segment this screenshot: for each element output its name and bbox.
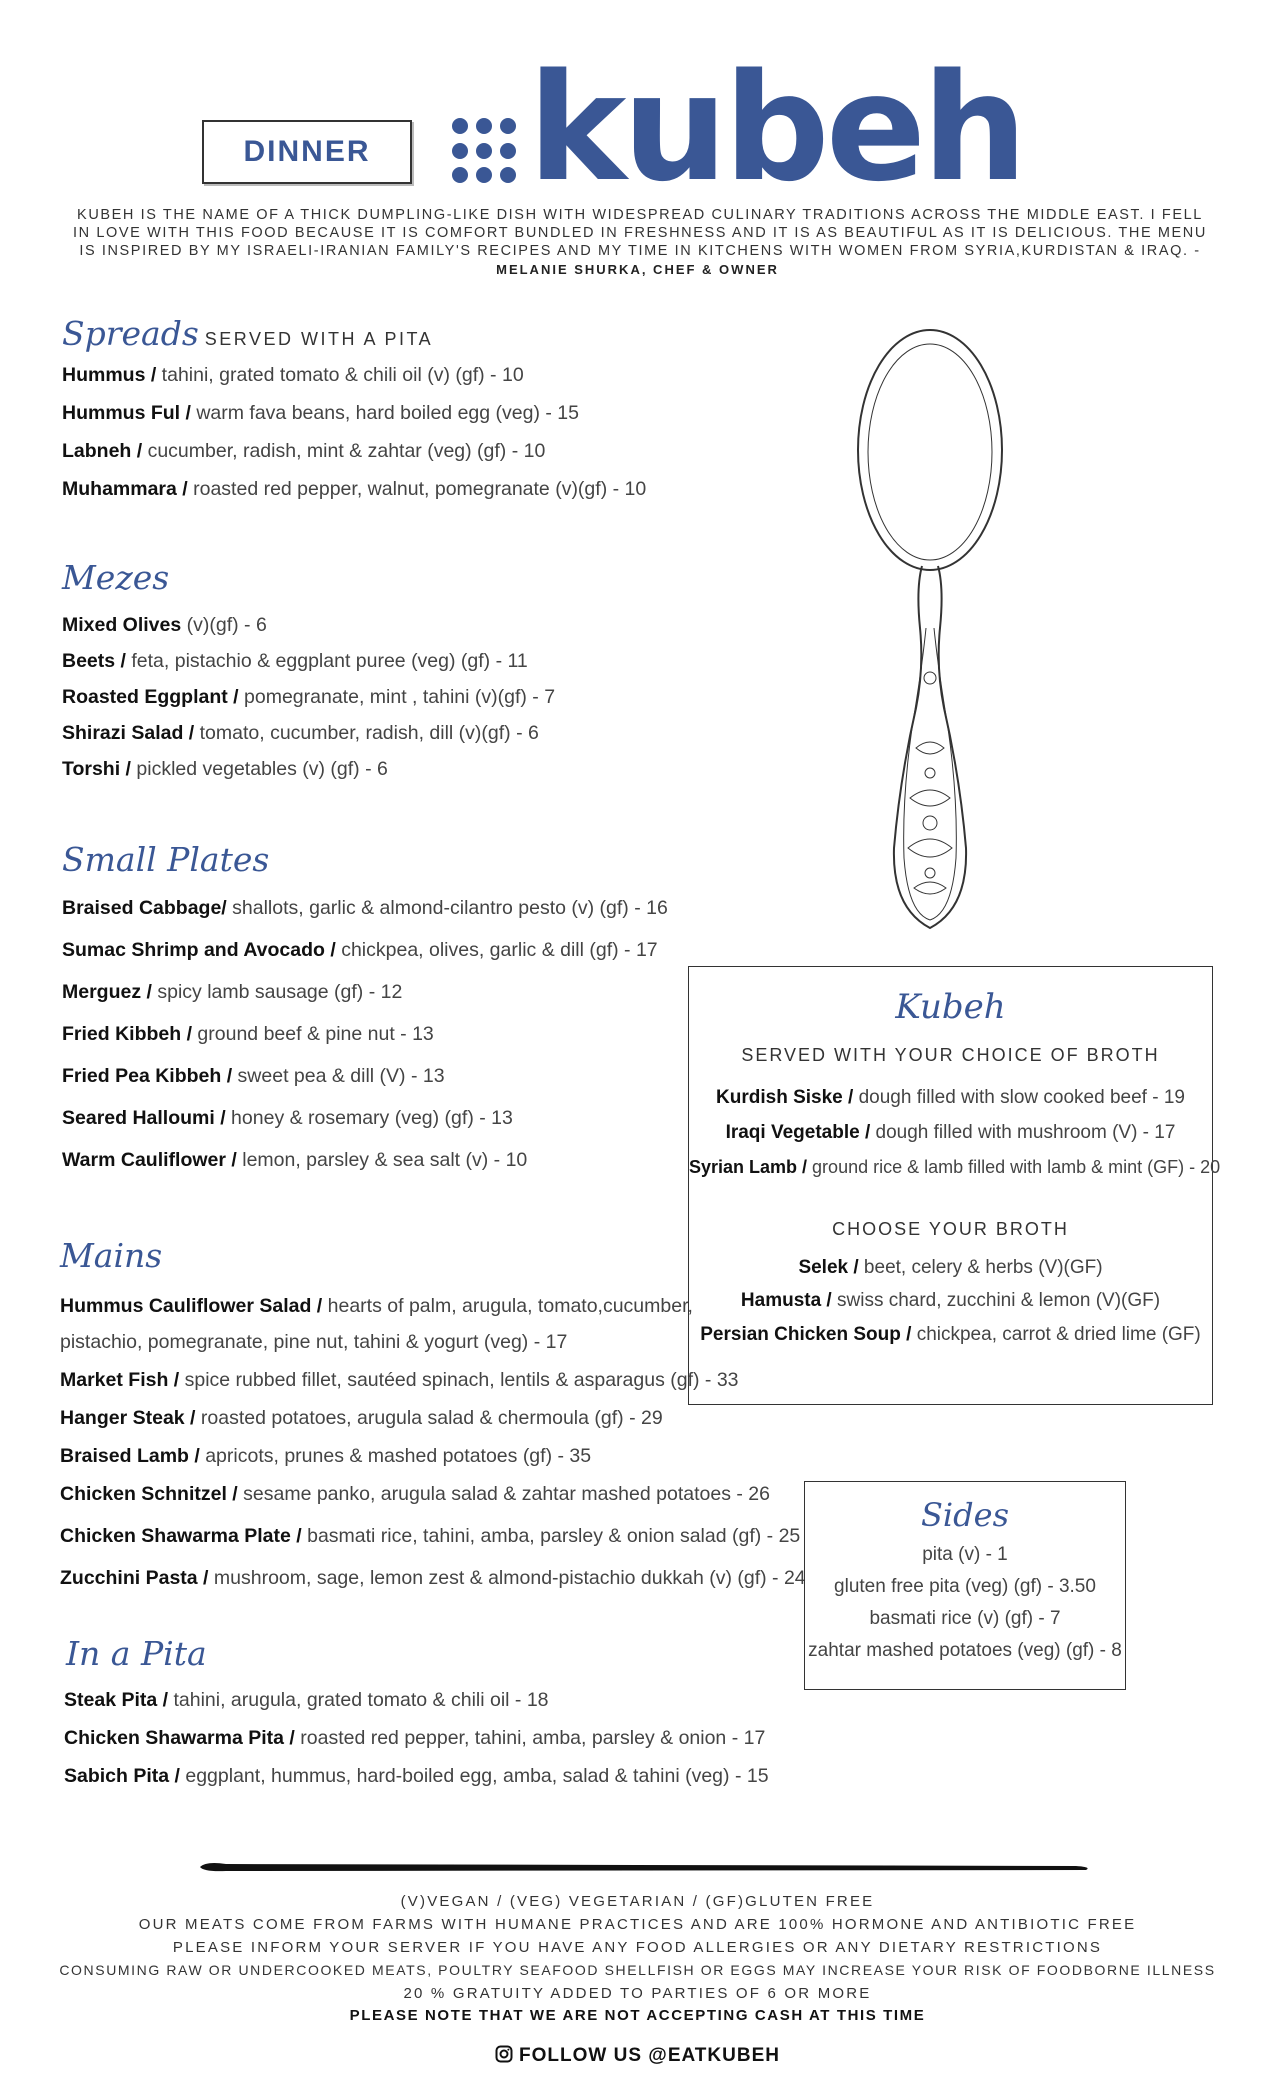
item-desc: pistachio, pomegranate, pine nut, tahini & yogurt (veg) - 17 — [60, 1331, 568, 1353]
item-desc: chickpea, carrot & dried lime (GF) — [911, 1324, 1201, 1345]
footer-line: CONSUMING RAW OR UNDERCOOKED MEATS, POULTRY SEAFOOD SHELLFISH OR EGGS MAY INCREASE YOUR RISK OF FOODBORNE ILLNESS — [59, 1962, 1216, 1978]
item-name: Hummus Ful / — [62, 402, 191, 424]
menu-item — [62, 1023, 668, 1065]
broth-item — [689, 1290, 1212, 1312]
in-a-pita-list — [64, 1689, 769, 1803]
item-desc: ground beef & pine nut - 13 — [192, 1023, 434, 1045]
section-subtitle: SERVED WITH A PITA — [204, 329, 434, 349]
kubeh-item — [689, 1122, 1212, 1144]
footer-line: OUR MEATS COME FROM FARMS WITH HUMANE PRACTICES AND ARE 100% HORMONE AND ANTIBIOTIC FREE — [138, 1916, 1137, 1933]
menu-item — [62, 758, 555, 794]
logo-wordmark: kubeh — [528, 42, 1024, 214]
item-name: Selek / — [798, 1257, 859, 1278]
item-desc: beet, celery & herbs (V)(GF) — [858, 1257, 1103, 1278]
item-desc: tahini, grated tomato & chili oil (v) (gf) - 10 — [156, 364, 524, 386]
menu-item — [60, 1445, 806, 1483]
section-title: Mains — [60, 1236, 163, 1275]
item-name: Braised Lamb / — [60, 1445, 200, 1467]
chef-signature: MELANIE SHURKA, CHEF & OWNER — [496, 262, 779, 277]
item-desc: roasted potatoes, arugula salad & chermoula (gf) - 29 — [195, 1407, 663, 1429]
logo-dots-icon — [452, 118, 520, 186]
spreads-list — [62, 364, 646, 516]
item-name: Fried Pea Kibbeh / — [62, 1065, 233, 1087]
footer-line: PLEASE INFORM YOUR SERVER IF YOU HAVE ANY FOOD ALLERGIES OR ANY DIETARY RESTRICTIONS — [172, 1939, 1103, 1956]
sides-box — [804, 1481, 1126, 1690]
small-plates-heading — [62, 840, 269, 879]
menu-item — [62, 650, 555, 686]
broth-item — [689, 1324, 1212, 1346]
item-name: Beets / — [62, 650, 126, 672]
side-item: zahtar mashed potatoes (veg) (gf) - 8 — [808, 1640, 1122, 1661]
item-desc: hearts of palm, arugula, tomato,cucumber, — [322, 1295, 693, 1317]
item-name: Braised Cabbage/ — [62, 897, 227, 919]
item-desc: mushroom, sage, lemon zest & almond-pistachio dukkah (v) (gf) - 24 — [208, 1567, 806, 1589]
menu-item — [62, 1149, 668, 1191]
menu-item — [62, 364, 646, 402]
menu-item — [60, 1567, 806, 1605]
item-name: Sumac Shrimp and Avocado / — [62, 939, 336, 961]
item-name: Hummus Cauliflower Salad / — [60, 1295, 323, 1317]
intro-text: KUBEH IS THE NAME OF A THICK DUMPLING-LIKE DISH WITH WIDESPREAD CULINARY TRADITIONS ACROSS THE MIDDLE EAST. I FELL IN LOVE WITH THIS FOOD BECAUSE IT IS COMFORT BUNDLED IN FRESHNESS AND IT IS AS BEAUTIFUL AS IT IS DELICIOUS. THE MENU IS INSPIRED BY MY ISRAELI-IRANIAN FAMILY'S RECIPES AND MY TIME IN KITCHENS WITH WOMEN FROM SYRIA,KURDISTAN & IRAQ. - — [73, 207, 1207, 259]
small-plates-list — [62, 897, 668, 1191]
item-desc: apricots, prunes & mashed potatoes (gf) - 35 — [199, 1445, 592, 1467]
mezes-heading — [62, 558, 169, 597]
item-name: Chicken Shawarma Plate / — [60, 1525, 302, 1547]
item-name: Merguez / — [62, 981, 152, 1003]
menu-item — [62, 1107, 668, 1149]
item-name: Mixed Olives — [62, 614, 182, 636]
item-name: Chicken Shawarma Pita / — [64, 1727, 295, 1749]
item-desc: dough filled with mushroom (V) - 17 — [870, 1122, 1176, 1143]
footer-line: 20 % GRATUITY ADDED TO PARTIES OF 6 OR MORE — [403, 1985, 872, 2002]
section-title: In a Pita — [66, 1634, 207, 1673]
dinner-label-box — [202, 120, 412, 184]
item-desc: roasted red pepper, tahini, amba, parsley & onion - 17 — [294, 1727, 766, 1749]
item-desc: dough filled with slow cooked beef - 19 — [853, 1087, 1185, 1108]
side-item: gluten free pita (veg) (gf) - 3.50 — [834, 1576, 1096, 1597]
menu-item — [64, 1689, 769, 1727]
item-desc: spicy lamb sausage (gf) - 12 — [151, 981, 403, 1003]
kubeh-box — [688, 966, 1221, 1405]
section-title: Spreads — [62, 314, 199, 353]
item-name: Hummus / — [62, 364, 157, 386]
item-desc: pomegranate, mint , tahini (v)(gf) - 7 — [238, 686, 556, 708]
item-desc: lemon, parsley & sea salt (v) - 10 — [236, 1149, 528, 1171]
item-desc: sweet pea & dill (V) - 13 — [232, 1065, 445, 1087]
item-desc: honey & rosemary (veg) (gf) - 13 — [225, 1107, 513, 1129]
kubeh-item — [689, 1087, 1212, 1109]
menu-item — [62, 939, 668, 981]
menu-item — [60, 1483, 806, 1525]
menu-item — [64, 1727, 769, 1765]
menu-item — [62, 722, 555, 758]
item-name: Roasted Eggplant / — [62, 686, 239, 708]
item-desc: spice rubbed fillet, sautéed spinach, lentils & asparagus (gf) - 33 — [179, 1369, 739, 1391]
social-handle-link[interactable]: FOLLOW US @EATKUBEH — [519, 2045, 780, 2066]
menu-item — [62, 686, 555, 722]
spoon-illustration-icon — [850, 328, 1010, 938]
in-a-pita-heading — [66, 1634, 207, 1673]
item-desc: (v)(gf) - 6 — [181, 614, 267, 636]
item-name: Syrian Lamb / — [689, 1157, 808, 1177]
item-name: Iraqi Vegetable / — [725, 1122, 871, 1143]
kubeh-item — [689, 1157, 1221, 1178]
side-item: pita (v) - 1 — [922, 1544, 1008, 1565]
item-desc: roasted red pepper, walnut, pomegranate (v)(gf) - 10 — [187, 478, 647, 500]
brush-stroke-divider — [196, 1860, 1096, 1874]
menu-item — [62, 1065, 668, 1107]
cash-note: PLEASE NOTE THAT WE ARE NOT ACCEPTING CASH AT THIS TIME — [349, 2007, 926, 2024]
broth-item — [689, 1257, 1212, 1279]
sides-title: Sides — [921, 1496, 1009, 1534]
dinner-label: DINNER — [243, 135, 371, 168]
item-desc: cucumber, radish, mint & zahtar (veg) (gf) - 10 — [142, 440, 546, 462]
menu-item — [62, 897, 668, 939]
mains-heading — [60, 1236, 162, 1275]
menu-item — [64, 1765, 769, 1803]
menu-item — [62, 614, 555, 650]
item-name: Seared Halloumi / — [62, 1107, 226, 1129]
item-name: Chicken Schnitzel / — [60, 1483, 238, 1505]
item-desc: shallots, garlic & almond-cilantro pesto (v) (gf) - 16 — [226, 897, 668, 919]
kubeh-title: Kubeh — [895, 987, 1006, 1027]
item-name: Hanger Steak / — [60, 1407, 196, 1429]
item-name: Zucchini Pasta / — [60, 1567, 209, 1589]
menu-item — [60, 1525, 806, 1567]
item-desc: basmati rice, tahini, amba, parsley & onion salad (gf) - 25 — [301, 1525, 801, 1547]
item-name: Hamusta / — [740, 1290, 832, 1311]
item-desc: pickled vegetables (v) (gf) - 6 — [130, 758, 388, 780]
item-name: Persian Chicken Soup / — [700, 1324, 912, 1345]
kubeh-subtitle: SERVED WITH YOUR CHOICE OF BROTH — [741, 1045, 1160, 1065]
social-row — [0, 2045, 1275, 2067]
item-name: Kurdish Siske / — [716, 1087, 854, 1108]
item-name: Warm Cauliflower / — [62, 1149, 237, 1171]
section-title: Small Plates — [62, 840, 270, 879]
item-desc: swiss chard, zucchini & lemon (V)(GF) — [831, 1290, 1161, 1311]
spreads-heading — [62, 314, 433, 353]
item-name: Torshi / — [62, 758, 131, 780]
menu-item — [62, 440, 646, 478]
broth-title: CHOOSE YOUR BROTH — [832, 1219, 1069, 1239]
item-name: Market Fish / — [60, 1369, 180, 1391]
item-name: Labneh / — [62, 440, 143, 462]
item-name: Muhammara / — [62, 478, 188, 500]
item-name: Steak Pita / — [64, 1689, 169, 1711]
menu-item — [62, 478, 646, 516]
menu-item — [62, 981, 668, 1023]
item-name: Sabich Pita / — [64, 1765, 180, 1787]
item-desc: ground rice & lamb filled with lamb & mint (GF) - 20 — [807, 1157, 1221, 1177]
menu-item — [62, 402, 646, 440]
item-desc: warm fava beans, hard boiled egg (veg) - 15 — [190, 402, 579, 424]
menu-item — [60, 1407, 806, 1445]
item-desc: feta, pistachio & eggplant puree (veg) (gf) - 11 — [125, 650, 528, 672]
section-title: Mezes — [62, 558, 170, 597]
item-desc: eggplant, hummus, hard-boiled egg, amba, salad & tahini (veg) - 15 — [179, 1765, 769, 1787]
item-desc: tahini, arugula, grated tomato & chili oil - 18 — [168, 1689, 549, 1711]
dietary-legend: (V)VEGAN / (VEG) VEGETARIAN / (GF)GLUTEN FREE — [400, 1893, 875, 1910]
mezes-list — [62, 614, 555, 794]
item-desc: tomato, cucumber, radish, dill (v)(gf) - 6 — [194, 722, 539, 744]
instagram-icon — [495, 2045, 513, 2063]
item-name: Shirazi Salad / — [62, 722, 195, 744]
item-desc: sesame panko, arugula salad & zahtar mashed potatoes - 26 — [237, 1483, 770, 1505]
item-desc: chickpea, olives, garlic & dill (gf) - 17 — [335, 939, 658, 961]
item-name: Fried Kibbeh / — [62, 1023, 193, 1045]
side-item: basmati rice (v) (gf) - 7 — [869, 1608, 1061, 1629]
